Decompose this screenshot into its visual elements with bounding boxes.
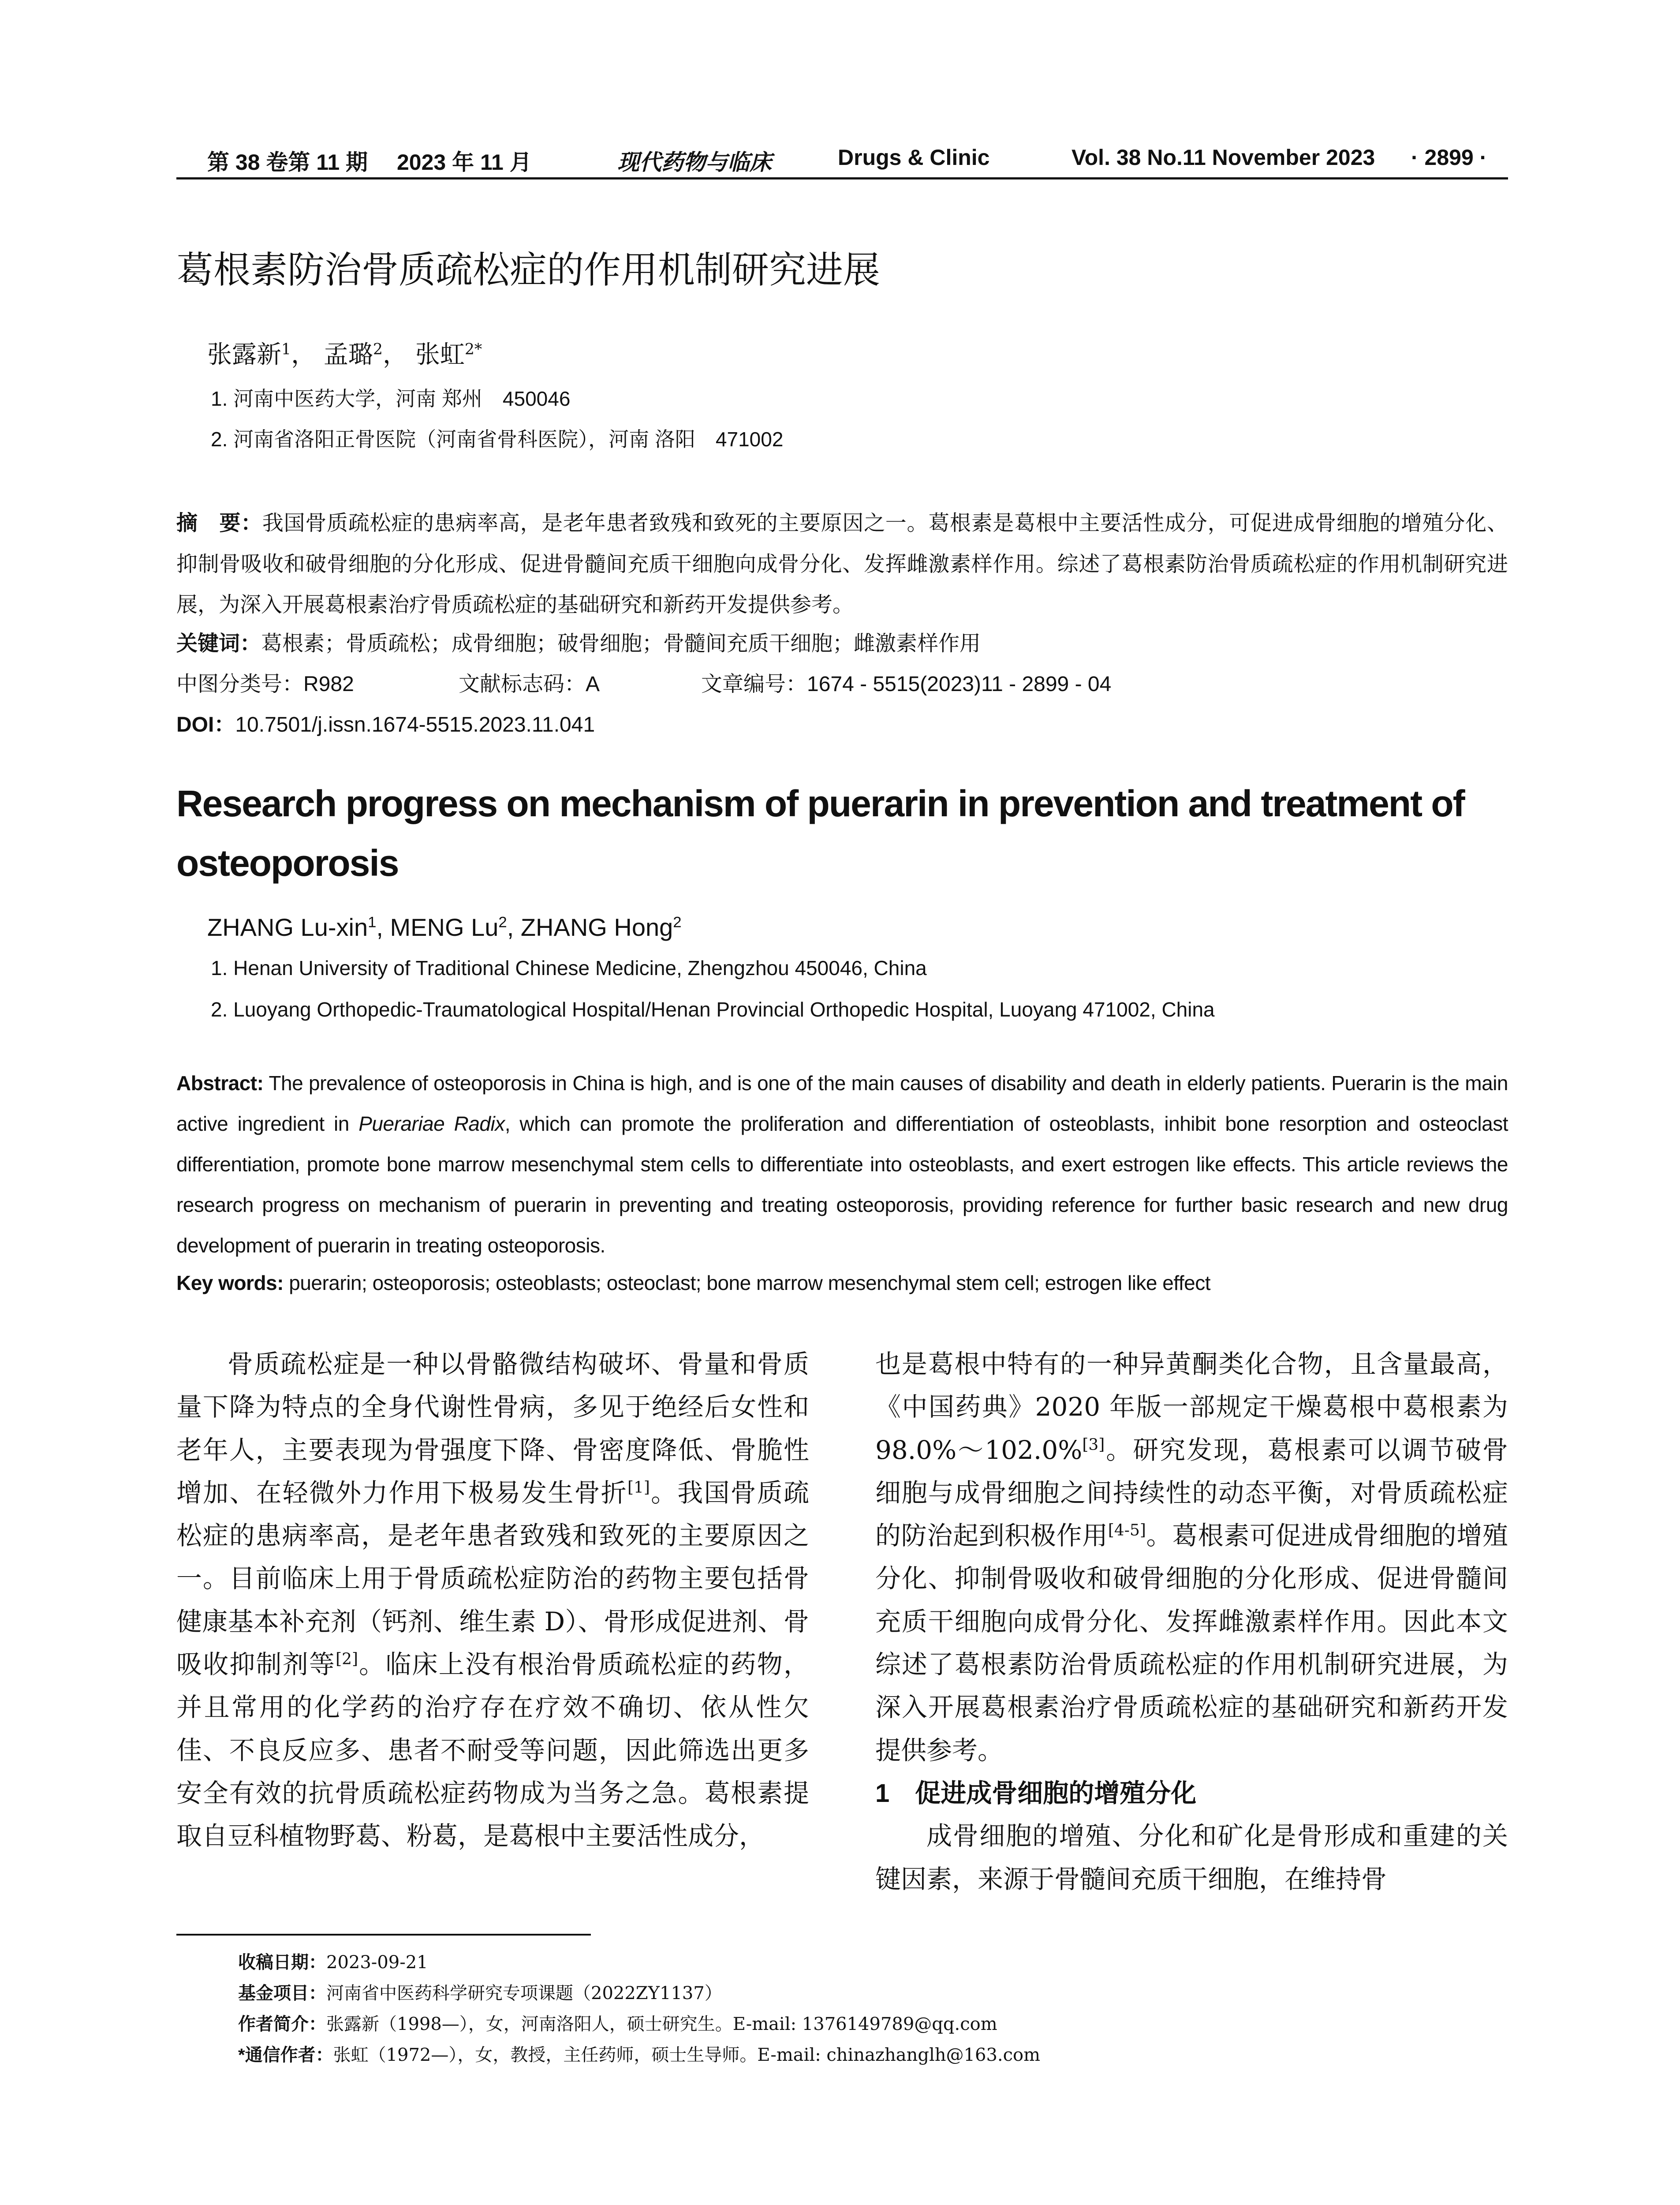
footnote-value: 张露新（1998—），女，河南洛阳人，硕士研究生。E-mail: 1376149789@qq.com: [326, 2014, 997, 2034]
footnote-fund: [238, 1979, 722, 2004]
running-header: [176, 140, 1508, 176]
body-text: 。葛根素可促进成骨细胞的增殖分化、抑制骨吸收和破骨细胞的分化形成、促进骨髓间充质干细胞向成骨分化、发挥雌激素样作用。因此本文综述了葛根素防治骨质疏松症的作用机制研究进展，为深入开展葛根素治疗骨质疏松症的基础研究和新药开发提供参考。: [875, 1521, 1508, 1765]
doi-line: [176, 707, 595, 738]
en-abstract: [176, 1063, 1508, 1266]
body-paragraph: [875, 1343, 1508, 1772]
en-authors: [207, 913, 682, 942]
doc-code-value: A: [586, 673, 600, 696]
author-sup: 1: [281, 340, 291, 359]
author-name: 张露新: [207, 340, 281, 369]
cn-authors: [207, 335, 482, 370]
article-number: [701, 667, 1111, 697]
en-keywords: [176, 1271, 1210, 1295]
doi-value: 10.7501/j.issn.1674-5515.2023.11.041: [235, 713, 595, 736]
body-text: 骨质疏松症是一种以骨骼微结构破坏、骨量和骨质量下降为特点的全身代谢性骨病，多见于绝经后女性和老年人，主要表现为骨强度下降、骨密度降低、骨脆性增加、在轻微外力作用下极易发生骨折: [176, 1349, 809, 1508]
footnote-author: [238, 2010, 997, 2035]
citation[interactable]: [1]: [627, 1478, 650, 1497]
classification-line: [176, 667, 354, 697]
body-text: 。临床上没有根治骨质疏松症的药物，并且常用的化学药的治疗存在疗效不确切、依从性欠佳、不良反应多、患者不耐受等问题，因此筛选出更多安全有效的抗骨质疏松症药物成为当务之急。葛根素提取自豆科植物野葛、粉葛，是葛根中主要活性成分，: [176, 1649, 809, 1851]
footnote-correspondence: [238, 2041, 1040, 2066]
author-sup: 2: [373, 340, 383, 359]
header-volume-cn: 第 38 卷第 11 期: [207, 150, 368, 175]
en-keywords-text: puerarin; osteoporosis; osteoblasts; osteoclast; bone marrow mesenchymal stem cell; estrogen like effect: [289, 1271, 1210, 1294]
author-name: 张虹: [415, 340, 465, 369]
header-journal-cn: 现代药物与临床: [617, 149, 772, 175]
header-date-cn: 2023 年 11 月: [397, 150, 532, 175]
author-name: 孟璐: [323, 340, 373, 369]
en-title: Research progress on mechanism of puerarin in prevention and treatment of osteoporosis: [176, 783, 1464, 884]
en-affiliation-1: 1. Henan University of Traditional Chinese Medicine, Zhengzhou 450046, China: [211, 957, 927, 979]
header-journal-en: Drugs & Clinic: [838, 145, 990, 170]
footnote-rule: [176, 1934, 591, 1936]
citation[interactable]: [3]: [1082, 1435, 1105, 1454]
doi-label: DOI：: [176, 713, 235, 736]
citation[interactable]: [2]: [336, 1650, 358, 1668]
cn-keywords: [176, 626, 981, 657]
body-paragraph: [176, 1343, 809, 1858]
clc-label: 中图分类号：: [176, 673, 304, 696]
header-page-number: · 2899 ·: [1411, 145, 1487, 170]
footnote-label: 基金项目：: [238, 1984, 326, 2003]
author-sep: ，: [383, 340, 407, 369]
author-sep: ,: [376, 913, 390, 941]
cn-abstract-text: 我国骨质疏松症的患病率高，是老年患者致残和致死的主要原因之一。葛根素是葛根中主要活性成分，可促进成骨细胞的增殖分化、抑制骨吸收和破骨细胞的分化形成、促进骨髓间充质干细胞向成骨分化、发挥雌激素样作用。综述了葛根素防治骨质疏松症的作用机制研究进展，为深入开展葛根素治疗骨质疏松症的基础研究和新药开发提供参考。: [176, 511, 1508, 617]
body-paragraph: 成骨细胞的增殖、分化和矿化是骨形成和重建的关键因素，来源于骨髓间充质干细胞，在维持骨: [875, 1821, 1508, 1894]
body-text: 。我国骨质疏松症的患病率高，是老年患者致残和致死的主要原因之一。目前临床上用于骨质疏松症防治的药物主要包括骨健康基本补充剂（钙剂、维生素 D）、骨形成促进剂、骨吸收抑制剂等: [176, 1477, 809, 1680]
footnote-label: 收稿日期：: [238, 1953, 326, 1972]
cn-title: 葛根素防治骨质疏松症的作用机制研究进展: [176, 249, 881, 291]
author-name: ZHANG Lu-xin: [207, 913, 368, 941]
en-affiliation-2: 2. Luoyang Orthopedic-Traumatological Hospital/Henan Provincial Orthopedic Hospital, Luoyang 471002, China: [211, 998, 1215, 1021]
cn-affiliation-2: 2. 河南省洛阳正骨医院（河南省骨科医院），河南 洛阳 471002: [211, 428, 784, 451]
author-sup: 2: [498, 914, 507, 931]
article-number-value: 1674 - 5515(2023)11 - 2899 - 04: [807, 673, 1112, 696]
author-name: ZHANG Hong: [520, 913, 673, 941]
body-text: 。研究发现，葛根素可以调节破骨细胞与成骨细胞之间持续性的动态平衡，对骨质疏松症的防治起到积极作用: [875, 1435, 1508, 1551]
footnote-value: 2023-09-21: [326, 1952, 428, 1973]
doc-code-label: 文献标志码：: [459, 673, 586, 696]
body-text: 也是葛根中特有的一种异黄酮类化合物，且含量最高，《中国药典》2020 年版一部规定干燥葛根中葛根素为 98.0%～102.0%: [875, 1349, 1508, 1465]
cn-keywords-text: 葛根素；骨质疏松；成骨细胞；破骨细胞；骨髓间充质干细胞；雌激素样作用: [261, 631, 981, 656]
cn-abstract: [176, 503, 1508, 625]
author-sup: 2: [673, 914, 682, 931]
doc-code: [459, 667, 600, 697]
section-heading-1: 1 促进成骨细胞的增殖分化: [875, 1779, 1197, 1808]
article-number-label: 文章编号：: [701, 673, 807, 696]
header-volume-en: Vol. 38 No.11 November 2023: [1071, 145, 1375, 170]
footnote-label: 作者简介：: [238, 2014, 326, 2034]
author-sep: ,: [507, 913, 521, 941]
cn-abstract-label: 摘 要：: [176, 512, 262, 535]
body-right-column: [875, 1343, 1508, 1901]
author-sep: ，: [291, 340, 316, 369]
clc-value: R982: [303, 673, 354, 696]
footnote-label: *通信作者：: [238, 2045, 333, 2065]
cn-keywords-label: 关键词：: [176, 632, 261, 655]
header-rule: [176, 177, 1508, 179]
en-keywords-label: Key words:: [176, 1271, 284, 1294]
en-abstract-text: The prevalence of osteoporosis in China is high, and is one of the main causes of disability and death in elderly patients. Puerarin is the main active ingredient in: [176, 1072, 1508, 1135]
footnote-received: [238, 1948, 428, 1973]
en-abstract-label: Abstract:: [176, 1072, 264, 1095]
cn-affiliation-1: 1. 河南中医药大学，河南 郑州 450046: [211, 387, 571, 410]
citation[interactable]: [4-5]: [1108, 1521, 1146, 1540]
author-sup: 2*: [464, 340, 482, 359]
author-sup: 1: [368, 914, 377, 931]
footnote-value: 河南省中医药科学研究专项课题（2022ZY1137）: [326, 1983, 722, 2003]
en-abstract-italic: Puerariae Radix: [358, 1112, 505, 1135]
body-left-column: [176, 1343, 809, 1858]
en-abstract-text-cont: , which can promote the proliferation and differentiation of osteoblasts, inhibit bone resorption and osteoclast differentiation, promote bone marrow mesenchymal stem cells to differentiate into osteoblasts, and exert estrogen like effects. This article reviews the research progress on mechanism of puerarin in preventing and treating osteoporosis, providing reference for further basic research and new drug development of puerarin in treating osteoporosis.: [176, 1112, 1508, 1257]
author-name: MENG Lu: [390, 913, 499, 941]
footnote-value: 张虹（1972—），女，教授，主任药师，硕士生导师。E-mail: chinazhanglh@163.com: [333, 2045, 1041, 2065]
